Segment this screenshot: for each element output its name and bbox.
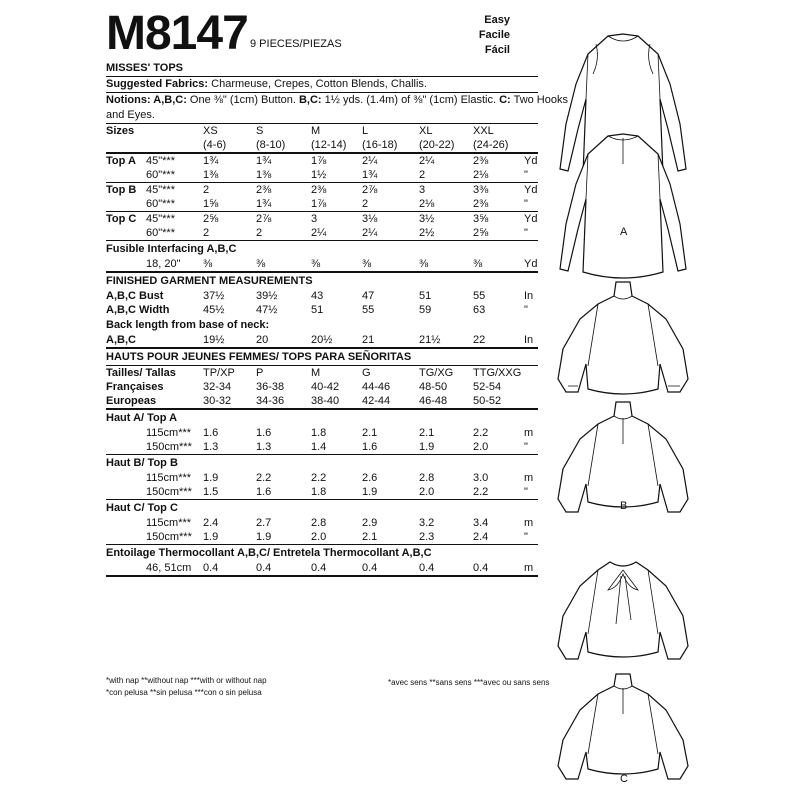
- yardage-groups: [106, 154, 538, 241]
- view-label-a: A: [620, 226, 628, 238]
- yardage-group-label: Top B: [106, 184, 137, 196]
- view-b-front-illustration: [558, 282, 688, 394]
- view-b-back-illustration: [558, 402, 688, 512]
- yardage-row: 60"*** 2 2 2¼ 2¼ 2½ 2⅝ ": [146, 227, 528, 239]
- chart-title: MISSES' TOPS: [106, 62, 183, 74]
- metric-yardage-row: 150cm*** 1.3 1.3 1.4 1.6 1.9 2.0 ": [146, 441, 528, 453]
- footnote-en: *with nap **without nap ***with or without nap: [106, 676, 267, 685]
- yardage-row: 45"*** 2 2⅜ 2⅜ 2⅞ 3 3⅜ Yd Top B: [106, 184, 538, 196]
- view-label-b: B: [620, 500, 628, 512]
- view-illustrations: [548, 14, 698, 789]
- metric-title: HAUTS POUR JEUNES FEMMES/ TOPS PARA SEÑORITAS: [106, 351, 412, 363]
- metric-interfacing-row: 46, 51cm 0.4 0.4 0.4 0.4 0.4 0.4 m: [146, 562, 534, 574]
- yardage-group-label: Top C: [106, 213, 137, 225]
- finished-width-row: A,B,C Width 45½ 47½ 51 55 59 63 ": [106, 304, 528, 316]
- notions-line2: and Eyes.: [106, 109, 155, 121]
- back-length-row: A,B,C 19½ 20 20½ 21 21½ 22 In: [106, 334, 534, 346]
- yardage-row: 60"*** 1⅜ 1⅜ 1½ 1¾ 2 2⅛ ": [146, 169, 528, 181]
- interfacing-title: Fusible Interfacing A,B,C: [106, 243, 237, 255]
- metric-yardage-row: 115cm*** 1.6 1.6 1.8 2.1 2.1 2.2 m: [146, 427, 534, 439]
- finished-bust-row: A,B,C Bust 37½ 39½ 43 47 51 55 In: [106, 290, 534, 302]
- difficulty-en: Easy: [484, 14, 510, 26]
- metric-group-label: Haut C/ Top C: [106, 502, 178, 514]
- pattern-number: M8147: [106, 7, 248, 60]
- difficulty-fr: Facile: [478, 29, 510, 41]
- metric-size-row: Tailles/ Tallas TP/XP P M G TG/XG TTG/XXG: [106, 367, 522, 379]
- interfacing-row: 18, 20" ⅜ ⅜ ⅜ ⅜ ⅜ ⅜ Yd: [146, 258, 538, 270]
- yardage-row: 45"*** 2⅝ 2⅞ 3 3⅛ 3½ 3⅝ Yd Top C: [106, 213, 538, 225]
- metric-yardage-row: 115cm*** 2.4 2.7 2.8 2.9 3.2 3.4 m: [146, 517, 534, 529]
- size-ranges-row: (4-6) (8-10) (12-14) (16-18) (20-22) (24-26): [203, 139, 509, 151]
- metric-yardage-row: 115cm*** 1.9 2.2 2.2 2.6 2.8 3.0 m: [146, 472, 534, 484]
- view-c-back-illustration: [558, 674, 688, 779]
- sizes-row: Sizes XS S M L XL XXL: [106, 125, 494, 137]
- notions: Notions: A,B,C: One ⅜" (1cm) Button. B,C: 1½ yds. (1.4m) of ⅜" (1cm) Elastic. C: Two Hooks: [106, 94, 568, 106]
- metric-size-row: Françaises 32-34 36-38 40-42 44-46 48-50 52-54: [106, 381, 502, 393]
- finished-title: FINISHED GARMENT MEASUREMENTS: [106, 275, 313, 287]
- view-label-c: C: [620, 773, 628, 785]
- metric-size-rows: [106, 366, 538, 408]
- metric-interfacing-title: Entoilage Thermocollant A,B,C/ Entretela Thermocollant A,B,C: [106, 547, 432, 559]
- yardage-chart: [106, 60, 568, 577]
- metric-yardage-row: 150cm*** 1.5 1.6 1.8 1.9 2.0 2.2 ": [146, 486, 528, 498]
- view-a-back-illustration: [560, 134, 686, 278]
- suggested-fabrics: Suggested Fabrics: Charmeuse, Crepes, Cotton Blends, Challis.: [106, 78, 427, 90]
- metric-groups: [106, 410, 538, 545]
- difficulty-es: Fácil: [484, 44, 510, 56]
- yardage-group-label: Top A: [106, 155, 136, 167]
- pieces-count: 9 PIECES/PIEZAS: [250, 38, 342, 50]
- metric-group-label: Haut B/ Top B: [106, 457, 178, 469]
- footnote-es: *con pelusa **sin pelusa ***con o sin pelusa: [106, 688, 262, 697]
- metric-yardage-row: 150cm*** 1.9 1.9 2.0 2.1 2.3 2.4 ": [146, 531, 528, 543]
- back-length-title: Back length from base of neck:: [106, 319, 270, 331]
- view-c-front-illustration: [558, 562, 688, 659]
- metric-group-label: Haut A/ Top A: [106, 412, 178, 424]
- yardage-row: 45"*** 1¾ 1¾ 1⅞ 2¼ 2¼ 2⅜ Yd Top A: [106, 155, 538, 167]
- metric-size-row: Europeas 30-32 34-36 38-40 42-44 46-48 50-52: [106, 395, 502, 407]
- yardage-row: 60"*** 1⅝ 1¾ 1⅞ 2 2⅛ 2⅜ ": [146, 198, 528, 210]
- footnote-fr: *avec sens **sans sens ***avec ou sans sens: [388, 678, 550, 687]
